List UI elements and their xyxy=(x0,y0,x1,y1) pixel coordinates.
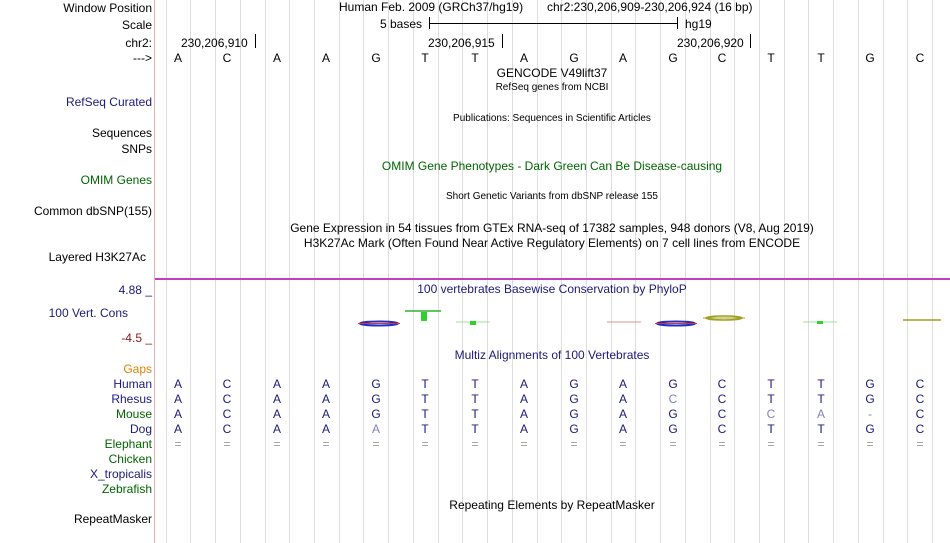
label-refseq[interactable]: RefSeq Curated xyxy=(65,95,152,109)
base-gridline xyxy=(635,0,636,543)
label-panel-separator xyxy=(154,0,155,543)
base-letter: A xyxy=(272,407,281,421)
label-snps[interactable]: SNPs xyxy=(121,142,152,156)
base-letter: T xyxy=(817,392,825,406)
base-letter: C xyxy=(717,51,727,65)
base-letter: = xyxy=(669,437,677,451)
base-letter: G xyxy=(865,422,875,436)
base-letter: = xyxy=(817,437,825,451)
base-gridline xyxy=(215,0,216,543)
coordinate-1: 230,206,910 xyxy=(181,36,248,50)
base-letter: G xyxy=(668,377,678,391)
track-group-divider xyxy=(155,278,950,280)
base-letter: G xyxy=(865,377,875,391)
base-letter: G xyxy=(569,407,579,421)
base-letter: G xyxy=(865,392,875,406)
base-letter: A xyxy=(173,422,182,436)
base-letter: A xyxy=(519,407,528,421)
base-gridline xyxy=(314,0,315,543)
base-letter: A xyxy=(321,392,330,406)
base-letter: C xyxy=(915,377,925,391)
base-gridline xyxy=(734,0,735,543)
base-letter: G xyxy=(371,392,381,406)
base-letter: T xyxy=(767,51,775,65)
label-xtropicalis[interactable]: X_tropicalis xyxy=(89,467,152,481)
base-letter: G xyxy=(668,422,678,436)
base-letter: A xyxy=(321,51,330,65)
base-letter: A xyxy=(618,377,627,391)
scale-bar xyxy=(429,23,677,24)
label-window-position[interactable]: Window Position xyxy=(63,1,152,15)
base-gridline xyxy=(289,0,290,543)
publications-track-title[interactable]: Publications: Sequences in Scientific Articles xyxy=(453,113,651,124)
base-letter: A xyxy=(173,392,182,406)
base-letter: C xyxy=(222,422,232,436)
base-letter: A xyxy=(321,377,330,391)
base-letter: A xyxy=(321,422,330,436)
refseq-track-subtitle: RefSeq genes from NCBI xyxy=(495,82,609,93)
base-letter: G xyxy=(569,422,579,436)
base-letter: T xyxy=(471,392,479,406)
base-letter: = xyxy=(520,437,528,451)
base-letter: = xyxy=(767,437,775,451)
gtex-track-title[interactable]: Gene Expression in 54 tissues from GTEx RNA-seq of 17382 samples, 948 donors (V8, Aug 2019) xyxy=(290,221,814,235)
gencode-track-title[interactable]: GENCODE V49lift37 xyxy=(496,66,608,80)
coordinate-2: 230,206,915 xyxy=(428,36,495,50)
base-letter: G xyxy=(865,51,875,65)
base-gridline xyxy=(907,0,908,543)
base-letter: = xyxy=(471,437,479,451)
base-gridline xyxy=(388,0,389,543)
base-letter: C xyxy=(717,377,727,391)
base-letter: - xyxy=(868,407,872,421)
base-letter: A xyxy=(321,407,330,421)
base-gridline xyxy=(710,0,711,543)
base-letter: C xyxy=(915,392,925,406)
base-letter: A xyxy=(272,392,281,406)
label-dbsnp[interactable]: Common dbSNP(155) xyxy=(33,204,152,218)
base-letter: T xyxy=(421,422,429,436)
phylop-glyphs xyxy=(358,311,941,326)
base-gridline xyxy=(883,0,884,543)
base-letter: T xyxy=(421,51,429,65)
base-letter: T xyxy=(767,377,775,391)
base-gridline xyxy=(858,0,859,543)
phylop-conservation-graph[interactable] xyxy=(155,300,950,330)
label-gaps[interactable]: Gaps xyxy=(123,362,152,376)
label-h3k27ac[interactable]: Layered H3K27Ac xyxy=(48,250,146,264)
base-letter: = xyxy=(174,437,182,451)
base-letter: = xyxy=(718,437,726,451)
coordinate-tick-2 xyxy=(502,34,503,48)
coordinate-tick-3 xyxy=(750,34,751,48)
label-rhesus[interactable]: Rhesus xyxy=(111,392,152,406)
base-letter: C xyxy=(222,392,232,406)
label-chr[interactable]: chr2: xyxy=(125,36,152,50)
base-letter: = xyxy=(223,437,231,451)
base-letter: A xyxy=(173,377,182,391)
base-letter: = xyxy=(273,437,281,451)
base-letter: A xyxy=(519,392,528,406)
base-letter: G xyxy=(569,377,579,391)
base-letter: A xyxy=(272,422,281,436)
window-position-text: chr2:230,206,909-230,206,924 (16 bp) xyxy=(547,0,753,14)
base-letter: = xyxy=(570,437,578,451)
label-human[interactable]: Human xyxy=(113,377,152,391)
coordinate-3: 230,206,920 xyxy=(677,36,744,50)
label-strand[interactable]: ---> xyxy=(133,51,152,65)
base-letter: G xyxy=(569,392,579,406)
base-letter: A xyxy=(371,422,380,436)
base-letter: T xyxy=(421,407,429,421)
base-gridline xyxy=(611,0,612,543)
base-gridline xyxy=(487,0,488,543)
base-letter: = xyxy=(619,437,627,451)
base-letter: C xyxy=(766,407,776,421)
base-letter: A xyxy=(272,377,281,391)
phylop-track-title[interactable]: 100 vertebrates Basewise Conservation by PhyloP xyxy=(417,282,687,296)
base-gridline xyxy=(190,0,191,543)
base-letter: = xyxy=(421,437,429,451)
base-letter: G xyxy=(668,51,678,65)
label-cons-max: 4.88 _ xyxy=(118,283,152,297)
base-letter: = xyxy=(916,437,924,451)
base-letter: C xyxy=(915,51,925,65)
label-scale[interactable]: Scale xyxy=(121,18,152,32)
base-gridline xyxy=(685,0,686,543)
base-letter: G xyxy=(569,51,579,65)
base-letter: T xyxy=(471,51,479,65)
scale-bar-right-tick xyxy=(677,17,678,29)
base-letter: = xyxy=(866,437,874,451)
base-letter: A xyxy=(618,422,627,436)
h3k27ac-track-title[interactable]: H3K27Ac Mark (Often Found Near Active Regulatory Elements) on 7 cell lines from ENCODE xyxy=(303,236,801,250)
base-letter: T xyxy=(471,377,479,391)
base-letter: C xyxy=(915,407,925,421)
base-letter: C xyxy=(222,407,232,421)
base-letter: A xyxy=(173,51,182,65)
base-gridline xyxy=(339,0,340,543)
base-letter: A xyxy=(519,51,528,65)
base-gridline xyxy=(166,0,167,543)
label-elephant[interactable]: Elephant xyxy=(104,437,152,451)
base-letter: = xyxy=(372,437,380,451)
label-omim[interactable]: OMIM Genes xyxy=(80,173,152,187)
base-gridline xyxy=(413,0,414,543)
multiz-track-title[interactable]: Multiz Alignments of 100 Vertebrates xyxy=(454,348,650,362)
label-mouse[interactable]: Mouse xyxy=(115,407,152,421)
base-letter: C xyxy=(717,392,727,406)
repeatmasker-track-title[interactable]: Repeating Elements by RepeatMasker xyxy=(449,498,655,512)
base-letter: T xyxy=(767,392,775,406)
label-dog[interactable]: Dog xyxy=(129,422,152,436)
base-letter: T xyxy=(471,422,479,436)
base-letter: A xyxy=(272,51,281,65)
base-letter: G xyxy=(371,407,381,421)
scale-text: 5 bases xyxy=(380,17,423,31)
base-gridline xyxy=(759,0,760,543)
base-letter: A xyxy=(519,422,528,436)
base-letter: C xyxy=(222,377,232,391)
base-letter: C xyxy=(668,392,678,406)
label-sequences[interactable]: Sequences xyxy=(91,126,152,140)
omim-track-title[interactable]: OMIM Gene Phenotypes - Dark Green Can Be Disease-causing xyxy=(381,159,723,173)
label-chicken[interactable]: Chicken xyxy=(108,452,152,466)
base-letter: C xyxy=(717,407,727,421)
base-gridline xyxy=(462,0,463,543)
base-gridline xyxy=(808,0,809,543)
base-letter: C xyxy=(717,422,727,436)
base-gridline xyxy=(240,0,241,543)
base-gridline xyxy=(784,0,785,543)
base-letter: G xyxy=(371,377,381,391)
base-letter: A xyxy=(519,377,528,391)
base-letter: G xyxy=(668,407,678,421)
label-repeatmasker[interactable]: RepeatMasker xyxy=(73,512,152,526)
base-letter: A xyxy=(816,407,825,421)
base-letter: A xyxy=(618,51,627,65)
label-cons-min: -4.5 _ xyxy=(121,331,152,345)
base-letter: C xyxy=(915,422,925,436)
base-letter: G xyxy=(371,51,381,65)
coordinate-tick-1 xyxy=(255,34,256,48)
dbsnp-track-title[interactable]: Short Genetic Variants from dbSNP release 155 xyxy=(446,191,658,202)
base-gridline xyxy=(363,0,364,543)
assembly-title: Human Feb. 2009 (GRCh37/hg19) xyxy=(339,0,524,14)
base-letter: A xyxy=(618,407,627,421)
base-letter: T xyxy=(817,377,825,391)
label-conservation[interactable]: 100 Vert. Cons xyxy=(48,306,128,320)
base-letter: A xyxy=(618,392,627,406)
base-gridline xyxy=(932,0,933,543)
base-gridline xyxy=(438,0,439,543)
base-gridline xyxy=(265,0,266,543)
base-gridline xyxy=(660,0,661,543)
base-gridline xyxy=(833,0,834,543)
base-letter: T xyxy=(471,407,479,421)
base-letter: T xyxy=(817,51,825,65)
base-letter: C xyxy=(222,51,232,65)
base-letter: T xyxy=(421,392,429,406)
scale-db: hg19 xyxy=(685,17,712,31)
base-letter: T xyxy=(817,422,825,436)
base-letter: = xyxy=(322,437,330,451)
label-zebrafish[interactable]: Zebrafish xyxy=(101,482,152,496)
base-letter: T xyxy=(767,422,775,436)
base-letter: T xyxy=(421,377,429,391)
base-letter: A xyxy=(173,407,182,421)
